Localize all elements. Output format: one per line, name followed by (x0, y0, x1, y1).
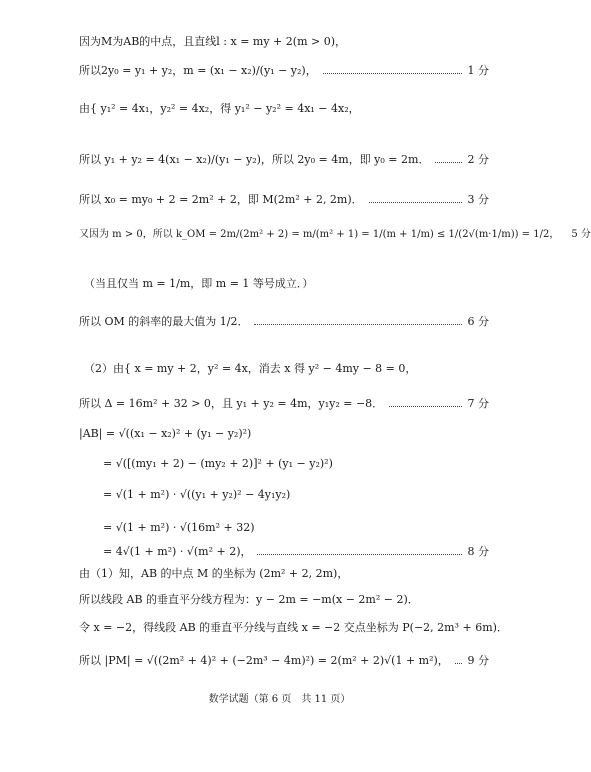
dot-leader (254, 324, 461, 325)
line-score: 6 分 (467, 315, 489, 328)
dot-leader (389, 406, 461, 407)
solution-line (79, 396, 489, 410)
line-text: = √([(my₁ + 2) − (my₂ + 2)]² + (y₁ − y₂)²) (103, 456, 333, 470)
solution-line (79, 60, 489, 80)
line-text: 所以线段 AB 的垂直平分线方程为：y − 2m = −m(x − 2m² − 2)． (79, 593, 419, 606)
line-text: 由（1）知，AB 的中点 M 的坐标为 (2m² + 2, 2m)， (79, 567, 349, 580)
solution-line (79, 149, 489, 169)
solution-line (79, 592, 489, 606)
solution-line (84, 276, 489, 290)
dot-leader (455, 663, 462, 664)
line-score: 3 分 (467, 193, 489, 206)
solution-line (79, 620, 508, 634)
solution-line (79, 97, 489, 119)
line-score: 8 分 (467, 545, 489, 558)
line-text: （2）由{ x = my + 2，y² = 4x，消去 x 得 y² − 4my − 8 = 0， (84, 362, 417, 375)
line-text: |AB| = √((x₁ − x₂)² + (y₁ − y₂)²) (79, 426, 252, 440)
solution-line (103, 519, 489, 535)
line-text: 所以 y₁ + y₂ = 4(x₁ − x₂)/(y₁ − y₂)，所以 2y₀ = 4m，即 y₀ = 2m． (79, 153, 430, 166)
line-text: 所以 Δ = 16m² + 32 > 0，且 y₁ + y₂ = 4m，y₁y₂ = −8． (79, 397, 384, 410)
solution-line (103, 543, 489, 559)
dot-leader (369, 202, 462, 203)
line-score: 2 分 (467, 153, 489, 166)
line-text: （当且仅当 m = 1/m，即 m = 1 等号成立．） (84, 277, 314, 290)
solution-line (84, 361, 489, 375)
line-text: = 4√(1 + m²) · √(m² + 2)， (103, 545, 252, 558)
solution-line (79, 313, 489, 329)
line-score: 5 分 (571, 228, 591, 240)
solution-line (79, 34, 489, 48)
line-text: = √(1 + m²) · √((y₁ + y₂)² − 4y₁y₂) (103, 487, 291, 501)
solution-line (79, 652, 489, 668)
solution-line (79, 192, 489, 206)
page-footer: 数学试题（第 6 页 共 11 页） (208, 694, 351, 705)
solution-line (79, 566, 489, 580)
line-score: 9 分 (467, 654, 489, 667)
line-text: 所以 |PM| = √((2m² + 4)² + (−2m³ − 4m)²) = 2(m² + 2)√(1 + m²)， (79, 654, 449, 667)
dot-leader (435, 162, 461, 163)
line-score: 7 分 (467, 397, 489, 410)
line-text: 又因为 m > 0，所以 k_OM = 2m/(2m² + 2) = m/(m² + 1) = 1/(m + 1/m) ≤ 1/(2√(m·1/m)) = 1/2， (79, 228, 560, 240)
dot-leader (323, 73, 462, 74)
solution-line (103, 455, 489, 471)
dot-leader (257, 554, 461, 555)
line-text: 由{ y₁² = 4x₁，y₂² = 4x₂，得 y₁² − y₂² = 4x₁ − 4x₂， (79, 102, 360, 115)
solution-line (79, 425, 489, 441)
solution-line (79, 222, 591, 242)
line-text: 所以 x₀ = my₀ + 2 = 2m² + 2，即 M(2m² + 2, 2m)． (79, 193, 363, 206)
line-text: = √(1 + m²) · √(16m² + 32) (103, 520, 255, 534)
line-text: 令 x = −2，得线段 AB 的垂直平分线与直线 x = −2 交点坐标为 P(−2, 2m³ + 6m)． (79, 621, 508, 634)
line-text: 所以 OM 的斜率的最大值为 1/2． (79, 315, 249, 328)
line-text: 因为M为AB的中点，且直线l : x = my + 2(m > 0)， (79, 35, 346, 48)
line-text: 所以2y₀ = y₁ + y₂，m = (x₁ − x₂)/(y₁ − y₂)， (79, 64, 317, 77)
solution-line (103, 486, 489, 502)
line-score: 1 分 (467, 64, 489, 77)
